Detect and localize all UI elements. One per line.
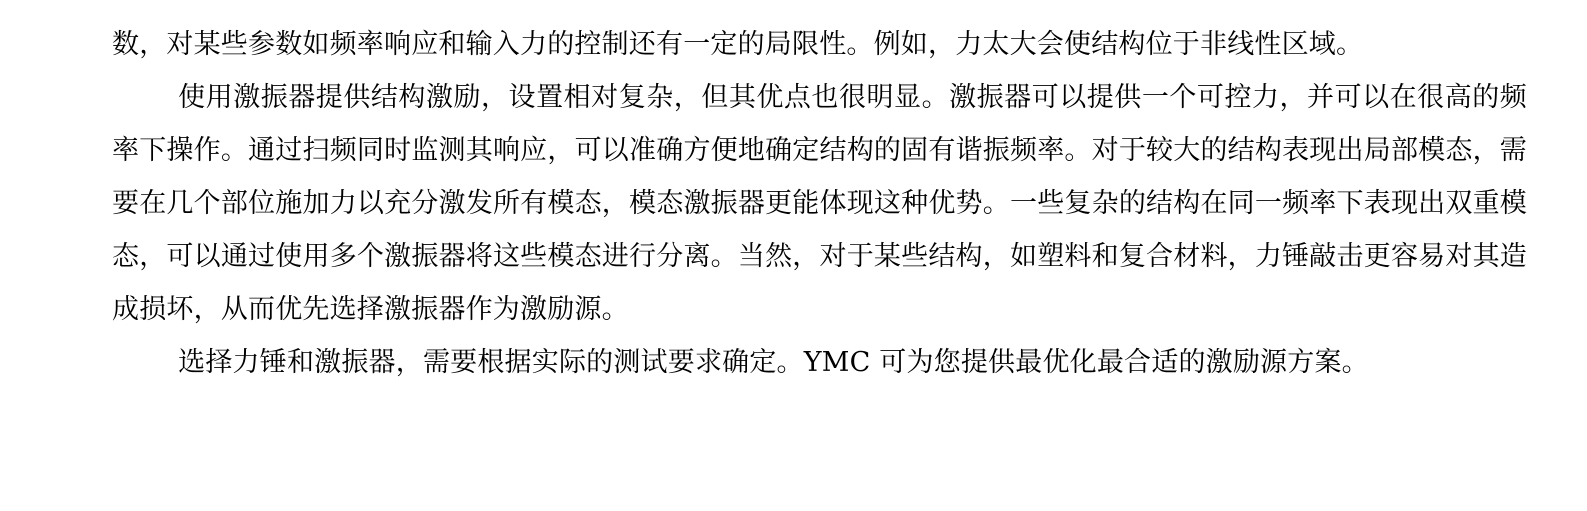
paragraph-1: 数，对某些参数如频率响应和输入力的控制还有一定的局限性。例如，力太大会使结构位于非线性区域。 xyxy=(112,29,1364,60)
paragraph-2: 使用激振器提供结构激励，设置相对复杂，但其优点也很明显。激振器可以提供一个可控力，并可以在很高的频率下操作。通过扫频同时监测其响应，可以准确方便地确定结构的固有谐振频率。对于较大的结构表现出局部模态，需要在几个部位施加力以充分激发所有模态，模态激振器更能体现这种优势。一些复杂的结构在同一频率下表现出双重模态，可以通过使用多个激振器将这些模态进行分离。当然，对于某些结构，如塑料和复合材料，力锤敲击更容易对其造成损坏，从而优先选择激振器作为激励源。 xyxy=(112,82,1527,325)
paragraph-3: 选择力锤和激振器，需要根据实际的测试要求确定。YMC 可为您提供最优化最合适的激励源方案。 xyxy=(178,347,1369,378)
document-body xyxy=(112,18,1527,389)
